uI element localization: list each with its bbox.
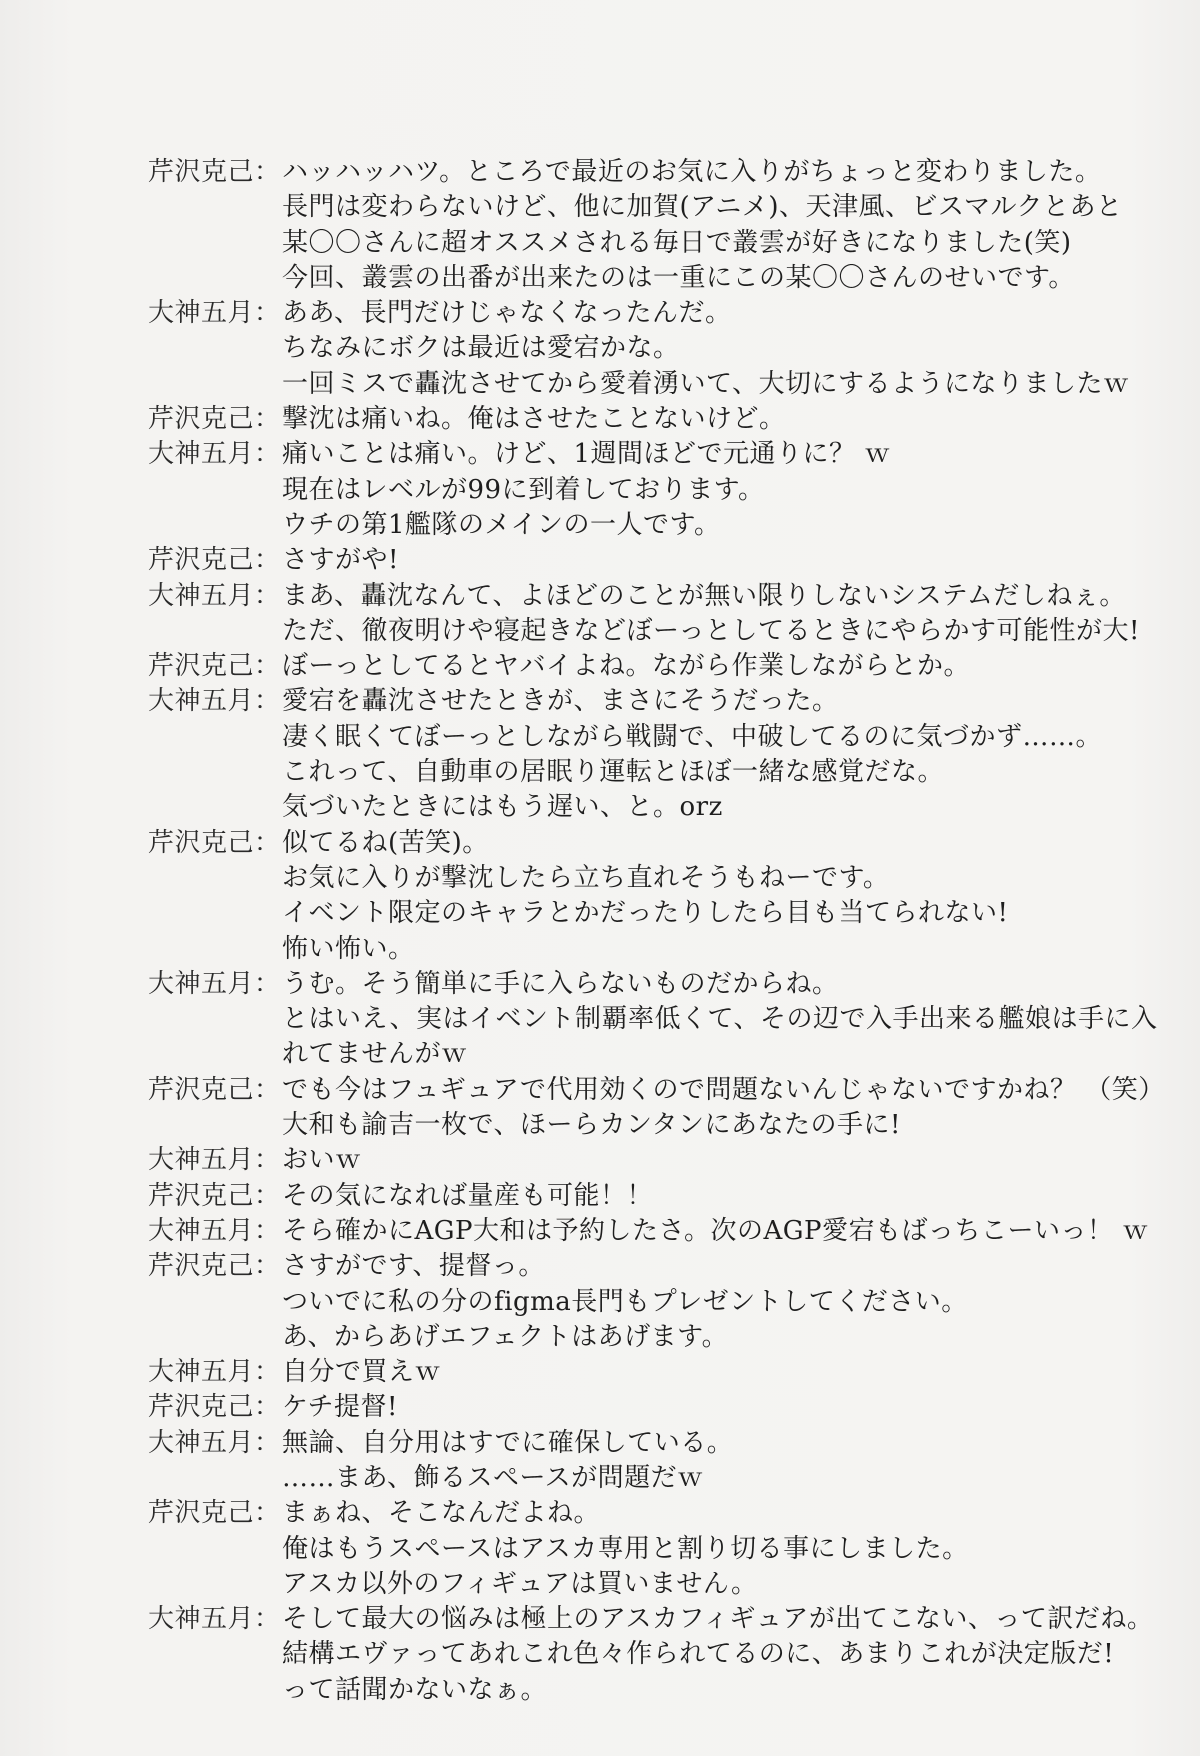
- speaker-name: 大神五月：: [148, 1215, 281, 1246]
- dialogue-entry: [148, 543, 1158, 578]
- dialogue-entry: [148, 1602, 1158, 1708]
- speech-line: まあ、轟沈なんて、よほどのことが無い限りしないシステムだしねぇ。: [282, 580, 1126, 611]
- speaker-name: 大神五月：: [148, 1145, 281, 1176]
- speech-line: お気に入りが撃沈したら立ち直れそうもねーです。: [282, 862, 890, 893]
- speech-line: って話聞かないなぁ。: [282, 1674, 548, 1705]
- speaker-name: 大神五月：: [148, 298, 281, 329]
- dialogue-transcript: [148, 155, 1165, 1708]
- dialogue-entry: [148, 402, 1158, 437]
- speech-line: ああ、長門だけじゃなくなったんだ。: [282, 298, 732, 329]
- speech-lines: [282, 1214, 1158, 1249]
- speech-line: 現在はレベルが99に到着しております。: [282, 474, 765, 505]
- speech-line: とはいえ、実はイベント制覇率低くて、その辺で入手出来る艦娘は手に入: [282, 1004, 1158, 1035]
- speaker-name: 芹沢克己：: [148, 545, 281, 576]
- speech-line: そら確かにAGP大和は予約したさ。次のAGP愛宕もばっちこーいっ！ ｗ: [282, 1215, 1149, 1246]
- speech-line: でも今はフュギュアで代用効くので問題ないんじゃないですかね？ （笑）: [282, 1074, 1165, 1105]
- speech-line: 某〇〇さんに超オススメされる毎日で叢雲が好きになりました(笑): [282, 227, 1072, 258]
- speech-lines: [282, 826, 1158, 967]
- speaker-name: 芹沢克己：: [148, 1392, 281, 1423]
- speech-line: そして最大の悩みは極上のアスカフィギュアが出てこない、って訳だね。: [282, 1604, 1154, 1635]
- speech-line: 凄く眠くてぼーっとしながら戦闘で、中破してるのに気づかず……。: [282, 721, 1102, 752]
- speaker-name: 大神五月：: [148, 686, 281, 717]
- speech-lines: [282, 579, 1158, 650]
- speech-line: 怖い怖い。: [282, 933, 415, 964]
- speech-lines: [282, 437, 1158, 543]
- speech-line: ただ、徹夜明けや寝起きなどぼーっとしてるときにやらかす可能性が大!: [282, 615, 1140, 646]
- speech-line: 気づいたときにはもう遅い、と。orz: [282, 792, 723, 823]
- speech-line: 自分で買えｗ: [282, 1357, 442, 1388]
- speech-lines: [282, 1143, 1158, 1178]
- speech-line: まぁね、そこなんだよね。: [282, 1498, 601, 1529]
- speech-line: 結構エヴァってあれこれ色々作られてるのに、あまりこれが決定版だ!: [282, 1639, 1115, 1670]
- speaker-name: 大神五月：: [148, 1604, 281, 1635]
- speaker-name: 芹沢克己：: [148, 1251, 281, 1282]
- speaker-name: 芹沢克己：: [148, 651, 281, 682]
- speaker-name: 芹沢克己：: [148, 157, 281, 187]
- dialogue-entry: [148, 826, 1158, 967]
- speech-line: 大和も諭吉一枚で、ほーらカンタンにあなたの手に!: [282, 1110, 901, 1141]
- speaker-name: 芹沢克己：: [148, 1180, 281, 1211]
- speech-lines: [282, 1496, 1158, 1602]
- dialogue-entry: [148, 1214, 1158, 1249]
- speech-line: ついでに私の分のfigma長門もプレゼントしてください。: [282, 1286, 968, 1317]
- dialogue-entry: [148, 155, 1158, 296]
- speaker-name: 大神五月：: [148, 580, 281, 611]
- speech-line: 無論、自分用はすでに確保している。: [282, 1427, 734, 1458]
- speech-line: 俺はもうスペースはアスカ専用と割り切る事にしました。: [282, 1533, 969, 1564]
- speech-line: 今回、叢雲の出番が出来たのは一重にこの某〇〇さんのせいです。: [282, 262, 1075, 293]
- speech-lines: [282, 296, 1158, 402]
- speaker-name: 大神五月：: [148, 1427, 281, 1458]
- dialogue-entry: [148, 1249, 1158, 1355]
- speech-line: アスカ以外のフィギュアは買いません。: [282, 1568, 758, 1599]
- speech-lines: [282, 1602, 1158, 1708]
- speech-line: その気になれば量産も可能！！: [282, 1180, 654, 1211]
- dialogue-entry: [148, 1355, 1158, 1390]
- speech-line: 一回ミスで轟沈させてから愛着湧いて、大切にするようになりましたｗ: [282, 368, 1130, 399]
- speaker-name: 芹沢克己：: [148, 404, 281, 435]
- speech-lines: [282, 684, 1158, 825]
- dialogue-entry: [148, 1179, 1158, 1214]
- dialogue-entry: [148, 1143, 1158, 1178]
- speech-line: ……まあ、飾るスペースが問題だｗ: [282, 1462, 704, 1493]
- speech-line: ケチ提督!: [282, 1392, 398, 1423]
- speaker-name: 大神五月：: [148, 439, 281, 470]
- speech-line: 愛宕を轟沈させたときが、まさにそうだった。: [282, 686, 839, 717]
- speech-lines: [282, 1355, 1158, 1390]
- dialogue-entry: [148, 1073, 1165, 1144]
- speech-line: 長門は変わらないけど、他に加賀(アニメ)、天津風、ビスマルクとあと: [282, 192, 1123, 223]
- speaker-name: 大神五月：: [148, 1357, 281, 1388]
- speaker-name: 芹沢克己：: [148, 1074, 281, 1105]
- speech-line: イベント限定のキャラとかだったりしたら目も当てられない!: [282, 898, 1009, 929]
- speech-lines: [282, 649, 1158, 684]
- speech-line: ハッハッハツ。ところで最近のお気に入りがちょっと変わりました。: [282, 157, 1102, 187]
- speech-lines: [282, 402, 1158, 437]
- speech-line: おいｗ: [282, 1145, 362, 1176]
- speech-line: あ、からあげエフェクトはあげます。: [282, 1321, 729, 1352]
- speech-line: 似てるね(苦笑)。: [282, 827, 489, 858]
- dialogue-entry: [148, 684, 1158, 825]
- speech-line: うむ。そう簡単に手に入らないものだからね。: [282, 968, 839, 999]
- speech-lines: [282, 543, 1158, 578]
- speech-lines: [282, 1249, 1158, 1355]
- speech-line: ちなみにボクは最近は愛宕かな。: [282, 333, 680, 364]
- dialogue-entry: [148, 579, 1158, 650]
- speech-lines: [282, 967, 1158, 1073]
- speaker-name: 芹沢克己：: [148, 1498, 281, 1529]
- speech-lines: [282, 1073, 1165, 1144]
- speech-line: さすがや!: [282, 545, 399, 576]
- dialogue-entry: [148, 1496, 1158, 1602]
- speech-line: れてませんがｗ: [282, 1039, 468, 1070]
- speech-line: ウチの第1艦隊のメインの一人です。: [282, 509, 721, 540]
- speech-line: 痛いことは痛い。けど、1週間ほどで元通りに？ ｗ: [282, 439, 891, 470]
- speech-line: 撃沈は痛いね。俺はさせたことないけど。: [282, 404, 786, 435]
- speech-lines: [282, 1426, 1158, 1497]
- speech-line: これって、自動車の居眠り運転とほぼ一緒な感覚だな。: [282, 757, 944, 788]
- dialogue-entry: [148, 967, 1158, 1073]
- speaker-name: 大神五月：: [148, 968, 281, 999]
- speech-lines: [282, 1179, 1158, 1214]
- speech-lines: [282, 1390, 1158, 1425]
- speech-line: ぼーっとしてるとヤバイよね。ながら作業しながらとか。: [282, 651, 970, 682]
- dialogue-entry: [148, 1426, 1158, 1497]
- speaker-name: 芹沢克己：: [148, 827, 281, 858]
- dialogue-entry: [148, 296, 1158, 402]
- dialogue-entry: [148, 649, 1158, 684]
- speech-line: さすがです、提督っ。: [282, 1251, 545, 1282]
- dialogue-entry: [148, 437, 1158, 543]
- dialogue-entry: [148, 1390, 1158, 1425]
- speech-lines: [282, 155, 1158, 296]
